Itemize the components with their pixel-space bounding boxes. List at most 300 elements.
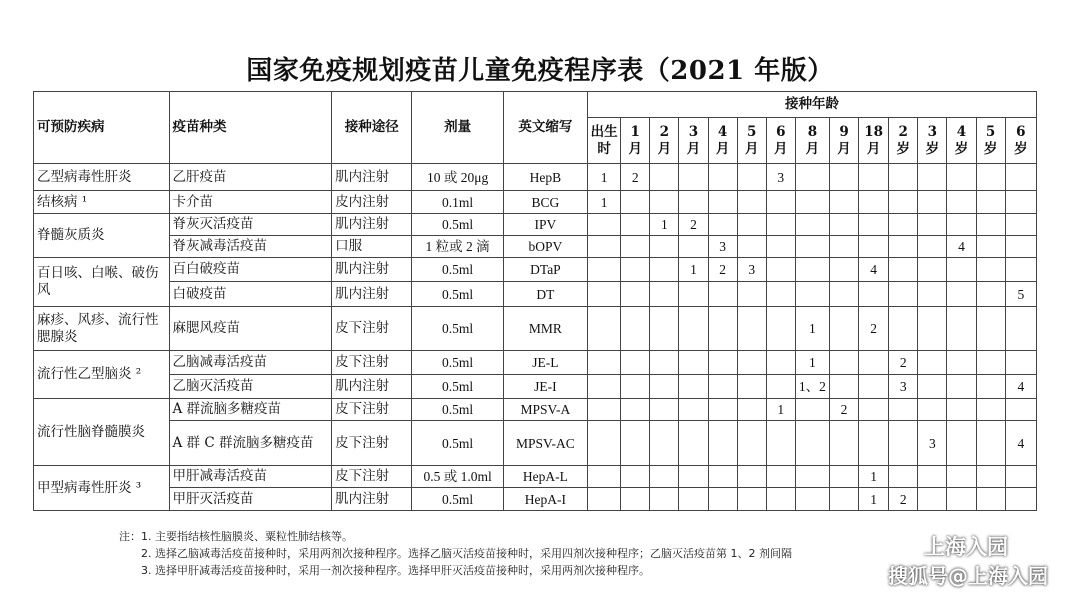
dose-number-cell [1005,488,1036,511]
dose-number-cell [737,282,766,307]
dose-number-cell: 2 [859,307,889,351]
age-unit: 岁 [925,140,940,157]
footnote-2: 2. 选择乙脑减毒活疫苗接种时，采用两剂次接种程序。选择乙脑灭活疫苗接种时，采用四剂次接种程序；乙脑灭活疫苗第 1、2 剂间隔 [141,547,792,560]
dose-number-cell [650,488,679,511]
route-cell: 肌内注射 [332,488,412,511]
dose-number-cell [1005,258,1036,282]
vaccine-cell: 麻腮风疫苗 [169,307,332,351]
table-row [34,399,1037,421]
dose-cell: 0.5ml [412,351,503,375]
dose-number-cell [859,282,889,307]
table-row [34,236,1037,258]
age-number: 3 [688,123,699,140]
disease-cell: 流行性脑脊髓膜炎 [34,399,170,466]
abbr-cell: bOPV [503,236,587,258]
age-number: 3 [927,123,938,140]
dose-number-cell [679,466,708,488]
dose-cell: 10 或 20μg [412,164,503,191]
dose-number-cell [889,236,918,258]
dose-number-cell [737,236,766,258]
route-cell: 肌内注射 [332,282,412,307]
dose-number-cell [621,399,650,421]
age-number: 1 [630,123,640,140]
route-cell: 肌内注射 [332,214,412,236]
table-row [34,164,1037,191]
dose-number-cell [737,421,766,466]
age-unit: 月 [715,140,730,157]
dose-number-cell [737,351,766,375]
dose-number-cell [766,466,795,488]
dose-number-cell [737,466,766,488]
dose-number-cell [679,375,708,399]
dose-number-cell [889,466,918,488]
dose-number-cell [708,421,737,466]
dose-number-cell [976,236,1005,258]
disease-cell: 结核病 ¹ [34,191,170,214]
dose-number-cell [918,258,947,282]
dose-cell: 0.5ml [412,307,503,351]
table-row [34,351,1037,375]
route-cell: 皮内注射 [332,191,412,214]
dose-number-cell [859,236,889,258]
dose-number-cell [918,375,947,399]
age-unit: 月 [774,140,788,157]
dose-number-cell [1005,307,1036,351]
dose-number-cell [859,375,889,399]
dose-number-cell: 1 [588,191,621,214]
age-header-cell [679,118,708,164]
footnote-1: 注：1. 主要指结核性脑膜炎、粟粒性肺结核等。 [119,530,353,543]
dose-number-cell [795,421,829,466]
page-title: 国家免疫规划疫苗儿童免疫程序表（2021 年版） [246,56,834,86]
dose-number-cell [588,282,621,307]
disease-cell: 流行性乙型脑炎 ² [34,351,170,399]
dose-number-cell [947,351,976,375]
dose-number-cell [976,258,1005,282]
dose-number-cell [947,307,976,351]
dose-number-cell [1005,164,1036,191]
table-row [34,466,1037,488]
abbr-cell: MPSV-A [503,399,587,421]
dose-number-cell [588,488,621,511]
vaccine-cell: 脊灰灭活疫苗 [169,214,332,236]
dose-number-cell [976,375,1005,399]
dose-number-cell [588,399,621,421]
age-header-cell [1005,118,1036,164]
dose-number-cell [737,307,766,351]
age-header-cell [829,118,858,164]
age-number: 8 [807,123,818,140]
dose-number-cell [708,466,737,488]
dose-number-cell [737,164,766,191]
header-disease: 可预防疾病 [34,92,170,164]
dose-number-cell [829,214,858,236]
dose-cell: 1 粒或 2 滴 [412,236,503,258]
table-row [34,282,1037,307]
dose-number-cell: 4 [1005,375,1036,399]
dose-number-cell [708,191,737,214]
disease-cell: 脊髓灰质炎 [34,214,170,258]
dose-number-cell [976,164,1005,191]
dose-number-cell: 2 [708,258,737,282]
dose-number-cell [829,164,858,191]
age-header-cell [708,118,737,164]
vaccine-cell: 乙脑减毒活疫苗 [169,351,332,375]
abbr-cell: HepA-I [503,488,587,511]
dose-number-cell [1005,214,1036,236]
dose-number-cell [795,466,829,488]
dose-number-cell: 3 [889,375,918,399]
dose-number-cell [679,282,708,307]
dose-number-cell [889,421,918,466]
dose-number-cell [588,214,621,236]
dose-number-cell [679,164,708,191]
age-unit: 时 [597,140,611,157]
dose-number-cell [621,258,650,282]
dose-number-cell [621,375,650,399]
route-cell: 肌内注射 [332,375,412,399]
dose-number-cell: 2 [889,488,918,511]
dose-number-cell [737,375,766,399]
dose-number-cell [795,399,829,421]
dose-number-cell [650,307,679,351]
age-header-cell [859,118,889,164]
abbr-cell: HepA-L [503,466,587,488]
age-number: 4 [717,123,728,140]
dose-number-cell [766,191,795,214]
age-number: 5 [746,123,757,140]
abbr-cell: IPV [503,214,587,236]
dose-cell: 0.1ml [412,191,503,214]
vaccine-cell: 乙脑灭活疫苗 [169,375,332,399]
dose-number-cell [947,466,976,488]
dose-number-cell [889,191,918,214]
disease-cell: 乙型病毒性肝炎 [34,164,170,191]
dose-number-cell [795,258,829,282]
dose-number-cell [976,399,1005,421]
dose-number-cell [918,399,947,421]
route-cell: 皮下注射 [332,307,412,351]
age-unit: 岁 [954,140,969,157]
dose-number-cell [650,164,679,191]
route-cell: 皮下注射 [332,466,412,488]
header-dose: 剂量 [412,92,503,164]
dose-number-cell: 1 [650,214,679,236]
watermark-source: 搜狐号@上海入园 [888,564,1048,588]
dose-number-cell [621,236,650,258]
dose-number-cell: 1 [795,351,829,375]
dose-number-cell [829,282,858,307]
dose-number-cell [1005,351,1036,375]
dose-cell: 0.5 或 1.0ml [412,466,503,488]
dose-number-cell: 1 [795,307,829,351]
age-number: 18 [864,123,884,140]
dose-number-cell [588,351,621,375]
dose-number-cell: 2 [679,214,708,236]
dose-number-cell [621,214,650,236]
age-header-cell [766,118,795,164]
age-number: 9 [839,123,849,140]
route-cell: 肌内注射 [332,164,412,191]
dose-number-cell [795,282,829,307]
age-unit: 月 [744,140,759,157]
abbr-cell: JE-I [503,375,587,399]
dose-number-cell [1005,466,1036,488]
dose-number-cell [708,214,737,236]
dose-number-cell [766,488,795,511]
table-row [34,307,1037,351]
dose-number-cell [588,466,621,488]
dose-number-cell [621,191,650,214]
age-header-cell [976,118,1005,164]
dose-number-cell [650,191,679,214]
dose-number-cell [621,307,650,351]
age-unit: 月 [837,140,851,157]
route-cell: 肌内注射 [332,258,412,282]
dose-number-cell [708,488,737,511]
dose-number-cell [708,164,737,191]
table-row [34,191,1037,214]
age-number: 5 [985,123,996,140]
abbr-cell: HepB [503,164,587,191]
immunization-schedule-table [33,91,1037,511]
dose-number-cell: 3 [766,164,795,191]
age-unit: 岁 [983,140,998,157]
dose-number-cell [976,421,1005,466]
age-header-cell [737,118,766,164]
age-number: 6 [1016,123,1026,140]
dose-number-cell [1005,236,1036,258]
vaccine-cell: 甲肝灭活疫苗 [169,488,332,511]
dose-number-cell [650,466,679,488]
dose-number-cell [889,214,918,236]
vaccine-cell: A 群 C 群流脑多糖疫苗 [169,421,332,466]
dose-number-cell: 4 [1005,421,1036,466]
abbr-cell: MMR [503,307,587,351]
abbr-cell: JE-L [503,351,587,375]
dose-number-cell [918,191,947,214]
vaccine-cell: 百白破疫苗 [169,258,332,282]
dose-number-cell [859,214,889,236]
dose-number-cell [588,258,621,282]
vaccine-cell: 乙肝疫苗 [169,164,332,191]
dose-number-cell [947,258,976,282]
dose-number-cell: 5 [1005,282,1036,307]
age-header-cell [621,118,650,164]
dose-number-cell [947,164,976,191]
route-cell: 皮下注射 [332,351,412,375]
dose-number-cell [976,191,1005,214]
dose-number-cell [650,399,679,421]
header-age-group: 接种年龄 [588,92,1037,118]
dose-number-cell [795,488,829,511]
abbr-cell: DTaP [503,258,587,282]
route-cell: 皮下注射 [332,399,412,421]
dose-number-cell [829,375,858,399]
dose-number-cell [889,258,918,282]
dose-number-cell: 2 [829,399,858,421]
dose-number-cell [947,282,976,307]
header-vaccine: 疫苗种类 [169,92,332,164]
age-unit: 月 [657,140,672,157]
dose-cell: 0.5ml [412,375,503,399]
dose-number-cell [918,164,947,191]
age-header-cell [947,118,976,164]
dose-number-cell [976,214,1005,236]
dose-number-cell [766,214,795,236]
dose-number-cell [650,236,679,258]
dose-number-cell [679,421,708,466]
dose-number-cell [679,191,708,214]
dose-number-cell [679,488,708,511]
dose-number-cell [889,307,918,351]
dose-number-cell [588,375,621,399]
dose-number-cell [766,282,795,307]
table-row [34,421,1037,466]
disease-cell: 麻疹、风疹、流行性腮腺炎 [34,307,170,351]
dose-number-cell [708,282,737,307]
age-header-cell [889,118,918,164]
dose-number-cell: 2 [621,164,650,191]
age-number: 4 [956,123,967,140]
dose-number-cell [766,307,795,351]
footnotes [119,528,792,579]
dose-number-cell [947,375,976,399]
dose-number-cell [859,351,889,375]
dose-number-cell [588,236,621,258]
dose-number-cell [650,282,679,307]
dose-number-cell [708,307,737,351]
vaccine-cell: 脊灰减毒活疫苗 [169,236,332,258]
dose-number-cell [795,236,829,258]
dose-number-cell [976,307,1005,351]
dose-number-cell [859,399,889,421]
age-header-cell [918,118,947,164]
dose-number-cell [829,351,858,375]
dose-number-cell [947,191,976,214]
dose-number-cell [859,164,889,191]
age-header-cell [795,118,829,164]
dose-number-cell [947,488,976,511]
dose-number-cell [621,466,650,488]
dose-number-cell: 1 [859,488,889,511]
dose-number-cell [679,307,708,351]
dose-number-cell [889,282,918,307]
dose-cell: 0.5ml [412,214,503,236]
dose-cell: 0.5ml [412,282,503,307]
dose-number-cell [859,421,889,466]
dose-number-cell: 3 [918,421,947,466]
dose-number-cell [918,488,947,511]
dose-number-cell: 3 [708,236,737,258]
dose-number-cell: 2 [889,351,918,375]
dose-number-cell: 1 [588,164,621,191]
dose-number-cell [918,236,947,258]
dose-number-cell [795,191,829,214]
header-route: 接种途径 [332,92,412,164]
footnote-3: 3. 选择甲肝减毒活疫苗接种时，采用一剂次接种程序。选择甲肝灭活疫苗接种时，采用两剂次接种程序。 [141,564,650,577]
dose-number-cell [621,421,650,466]
dose-number-cell [766,258,795,282]
dose-cell: 0.5ml [412,488,503,511]
dose-number-cell [859,191,889,214]
disease-cell: 百日咳、白喉、破伤风 [34,258,170,307]
table-row [34,488,1037,511]
dose-number-cell [679,236,708,258]
dose-number-cell: 1 [859,466,889,488]
dose-number-cell [829,191,858,214]
dose-number-cell [766,236,795,258]
dose-number-cell [947,399,976,421]
dose-number-cell [795,164,829,191]
dose-number-cell [650,421,679,466]
dose-number-cell [918,466,947,488]
dose-number-cell [588,421,621,466]
abbr-cell: BCG [503,191,587,214]
dose-number-cell [829,236,858,258]
dose-number-cell [829,258,858,282]
age-number: 2 [898,123,908,140]
dose-number-cell [918,351,947,375]
dose-cell: 0.5ml [412,421,503,466]
wechat-logo-icon [888,534,918,556]
age-number: 6 [776,123,786,140]
dose-number-cell [918,214,947,236]
dose-number-cell [1005,399,1036,421]
dose-number-cell [650,258,679,282]
dose-number-cell [889,399,918,421]
dose-number-cell [650,375,679,399]
dose-number-cell [1005,191,1036,214]
table-row [34,214,1037,236]
table-row [34,375,1037,399]
dose-number-cell [829,488,858,511]
age-unit: 月 [866,140,881,157]
vaccine-cell: 甲肝减毒活疫苗 [169,466,332,488]
vaccine-cell: 白破疫苗 [169,282,332,307]
dose-number-cell [976,466,1005,488]
dose-cell: 0.5ml [412,399,503,421]
vaccine-cell: 卡介苗 [169,191,332,214]
dose-number-cell [737,191,766,214]
dose-number-cell [766,375,795,399]
abbr-cell: DT [503,282,587,307]
table-row [34,258,1037,282]
dose-number-cell [737,488,766,511]
age-number: 出生 [590,123,618,140]
vaccine-cell: A 群流脑多糖疫苗 [169,399,332,421]
dose-number-cell: 4 [859,258,889,282]
dose-number-cell [588,307,621,351]
dose-number-cell [650,351,679,375]
dose-cell: 0.5ml [412,258,503,282]
route-cell: 口服 [332,236,412,258]
dose-number-cell [976,488,1005,511]
dose-number-cell [947,214,976,236]
dose-number-cell: 1 [679,258,708,282]
abbr-cell: MPSV-AC [503,421,587,466]
route-cell: 皮下注射 [332,421,412,466]
dose-number-cell [766,421,795,466]
dose-number-cell: 1 [766,399,795,421]
dose-number-cell [918,282,947,307]
dose-number-cell [621,351,650,375]
age-header-cell [650,118,679,164]
dose-number-cell [621,488,650,511]
dose-number-cell: 3 [737,258,766,282]
dose-number-cell [621,282,650,307]
age-header-cell [588,118,621,164]
